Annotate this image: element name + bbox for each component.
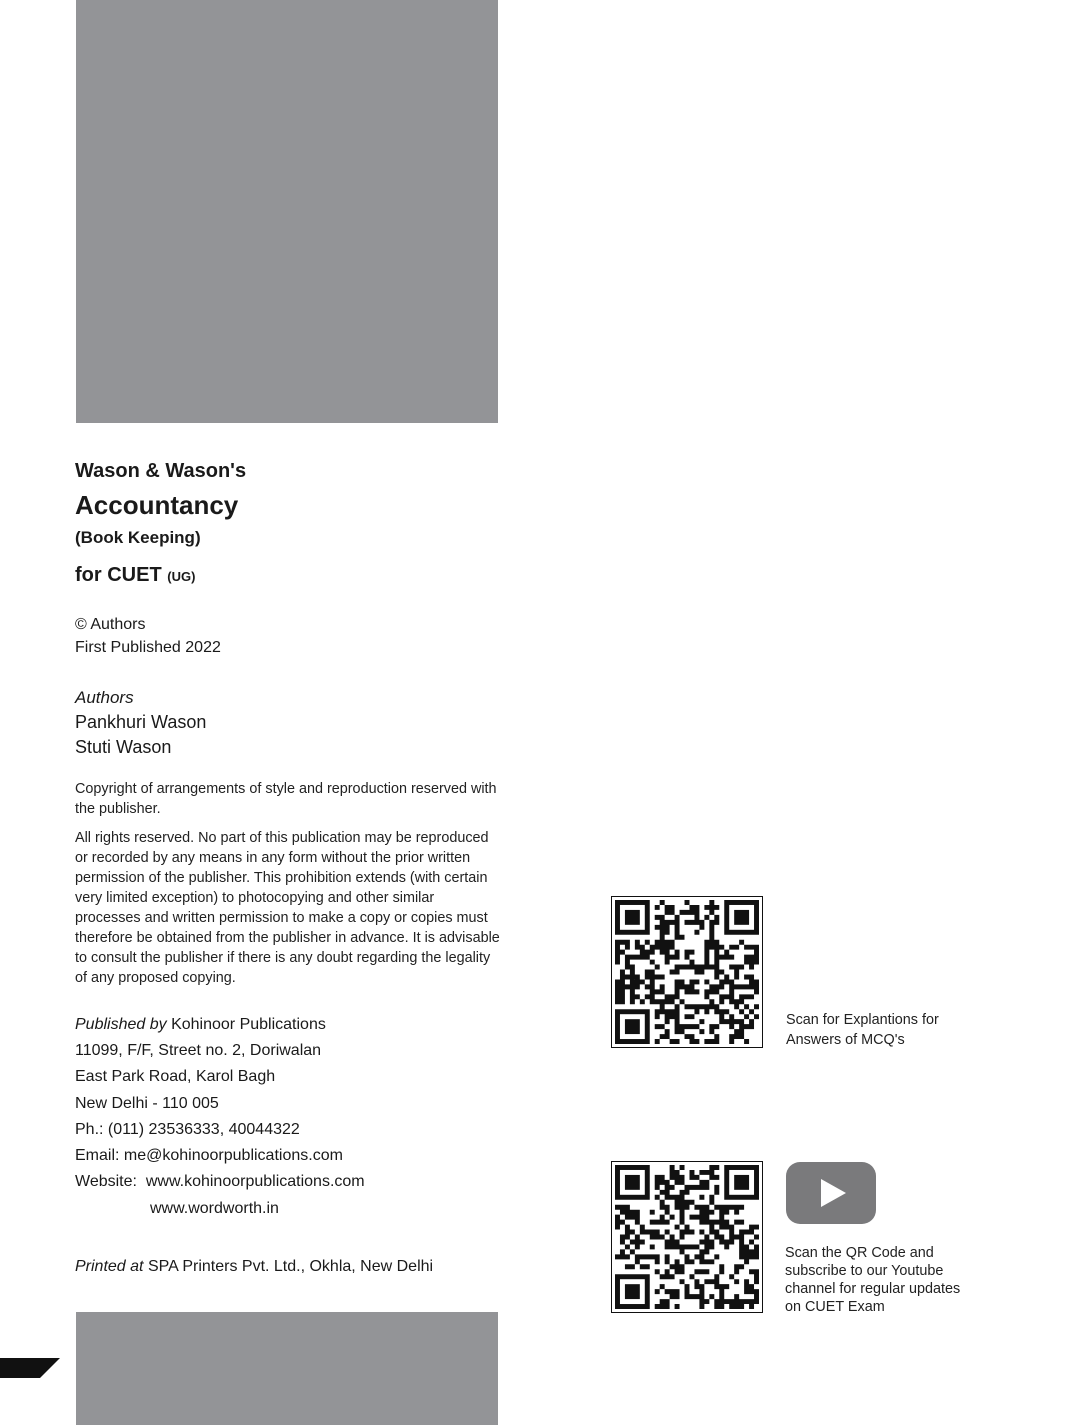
qr-code-icon[interactable] [611, 896, 763, 1048]
website-link[interactable]: www.kohinoorpublications.com [145, 1173, 365, 1190]
book-title: Accountancy [75, 490, 239, 520]
printer-name: SPA Printers Pvt. Ltd., Okhla, New Delhi [147, 1258, 434, 1275]
publisher-line [75, 1016, 326, 1034]
printer-label: Printed at [75, 1258, 144, 1275]
exam-name: for CUET [75, 564, 162, 586]
qr-finder-mark [625, 1019, 640, 1034]
arrangement-notice: Copyright of arrangements of style and reproduction reserved with the publisher. [75, 781, 497, 817]
qr-pattern [612, 897, 762, 1047]
qr-finder-mark [625, 1175, 640, 1190]
top-gray-panel [76, 0, 498, 423]
qr-mcq-caption: Scan for Explantions for Answers of MCQ's [786, 1012, 939, 1048]
publisher-email: Email: me@kohinoorpublications.com [75, 1147, 343, 1164]
publisher-address-line: 11099, F/F, Street no. 2, Doriwalan [75, 1042, 322, 1059]
qr-finder-mark [625, 910, 640, 925]
publisher-label: Published by [75, 1016, 167, 1033]
page-corner-tab [0, 1358, 60, 1378]
authors-heading: Authors [75, 688, 134, 707]
publisher-address-line: New Delhi - 110 005 [75, 1095, 219, 1112]
publisher-website-line [75, 1173, 365, 1191]
bottom-gray-panel [76, 1312, 498, 1425]
all-rights-notice: All rights reserved. No part of this publication may be reproduced or recorded by any means in any form without the prior written permission of the publisher. This prohibition extends (with certain very limited exception) to photocopying and other similar processes and written permission to make a copy or copies must therefore be obtained from the publisher in advance. It is advisable to consult the publisher if there is any doubt regarding the legality of any proposed copying. [75, 830, 500, 986]
exam-tag: (UG) [167, 569, 196, 584]
author-name: Stuti Wason [75, 737, 172, 757]
book-exam [75, 564, 195, 587]
qr-finder-mark [734, 1175, 749, 1190]
qr-youtube-caption: Scan the QR Code and subscribe to our Youtube channel for regular updates on CUET Exam [785, 1245, 961, 1315]
publisher-phone: Ph.: (011) 23536333, 40044322 [75, 1121, 300, 1138]
website-label: Website: [75, 1173, 137, 1190]
website-link[interactable]: www.wordworth.in [150, 1200, 279, 1217]
printer-line [75, 1258, 433, 1276]
book-subtitle: (Book Keeping) [75, 528, 201, 547]
book-series: Wason & Wason's [75, 460, 247, 482]
publisher-name: Kohinoor Publications [171, 1016, 326, 1033]
qr-finder-mark [625, 1284, 640, 1299]
qr-code-icon[interactable] [611, 1161, 763, 1313]
author-name: Pankhuri Wason [75, 712, 207, 732]
qr-finder-mark [734, 910, 749, 925]
publisher-address-line: East Park Road, Karol Bagh [75, 1068, 276, 1085]
qr-pattern [612, 1162, 762, 1312]
copyright-line: © Authors [75, 616, 146, 633]
youtube-play-icon[interactable] [786, 1162, 876, 1224]
first-published: First Published 2022 [75, 639, 221, 656]
